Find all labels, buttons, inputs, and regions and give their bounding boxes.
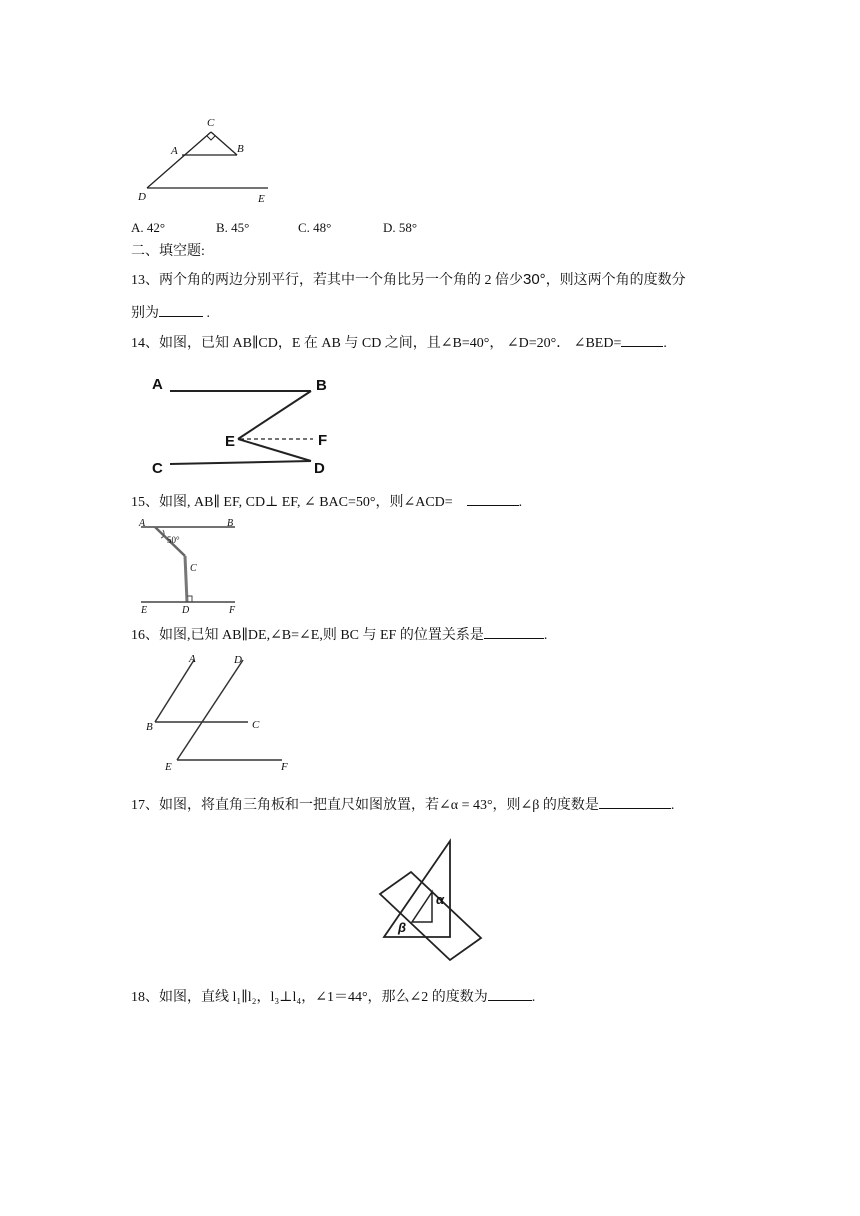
q15-label-c: C	[190, 563, 197, 574]
q16-label-e: E	[165, 761, 172, 773]
q15-label-a: A	[139, 518, 146, 529]
q12-option-c: C. 48°	[298, 220, 332, 235]
q16-end: .	[543, 628, 548, 643]
q17-text-line	[131, 794, 674, 816]
q15-label-f: F	[229, 605, 236, 614]
q15-end: .	[518, 495, 523, 510]
q16-label-a: A	[189, 653, 196, 665]
q13-text-end: ，则这两个角的度数分	[545, 273, 686, 288]
section-title: 二、填空题:	[131, 244, 205, 259]
q14-text: 14、如图，已知 AB∥CD，E 在 AB 与 CD 之间，且∠B=40°， ∠D=20°． ∠BED=	[131, 336, 622, 351]
q16-answer-blank[interactable]	[484, 624, 544, 639]
q12-option-d: D. 58°	[383, 220, 418, 235]
q13-line1	[131, 270, 686, 291]
q16-text-line	[131, 624, 547, 646]
q12-label-c: C	[207, 117, 215, 129]
q16-label-b: B	[146, 721, 153, 733]
q15-angle-label: 50°	[167, 535, 180, 545]
q15-label-d: D	[182, 605, 190, 614]
q12-label-d: D	[138, 191, 146, 203]
q12-label-e: E	[258, 193, 265, 205]
q12-option-a: A. 42°	[131, 220, 166, 235]
q15-label-e: E	[141, 605, 148, 614]
q15-label-b: B	[227, 518, 234, 529]
q12-label-b: B	[237, 143, 244, 155]
q18-end: .	[531, 990, 536, 1005]
q13-answer-blank[interactable]	[159, 302, 203, 317]
q13-line2	[131, 302, 210, 324]
q14-answer-blank[interactable]	[621, 332, 663, 347]
q14-label-b: B	[316, 377, 327, 394]
q15-text: 15、如图, AB∥ EF, CD⊥ EF, ∠ BAC=50°，则∠ACD=	[131, 495, 453, 510]
q12-option-b: B. 45°	[216, 220, 250, 235]
q15-figure	[135, 516, 245, 614]
q12-figure	[135, 112, 275, 208]
q17-text: 17、如图，将直角三角板和一把直尺如图放置，若∠α = 43°，则∠β 的度数是	[131, 798, 599, 813]
q16-figure	[140, 650, 300, 775]
q13-line2-end: .	[203, 306, 210, 321]
q17-figure	[372, 832, 492, 972]
q12-label-a: A	[171, 145, 178, 157]
q13-line2-text: 别为	[131, 306, 159, 321]
q14-label-e: E	[225, 433, 236, 450]
q14-label-a: A	[152, 376, 163, 393]
q14-text-line	[131, 332, 667, 354]
q15-answer-blank[interactable]	[467, 491, 519, 506]
q14-figure	[148, 370, 348, 480]
q16-label-f: F	[281, 761, 288, 773]
q14-label-c: C	[152, 460, 163, 477]
q13-text: 13、两个角的两边分别平行，若其中一个角比另一个角的 2 倍少	[131, 273, 523, 288]
q17-alpha-label: α	[436, 892, 445, 907]
q17-beta-label: β	[398, 920, 407, 935]
q14-label-f: F	[318, 432, 328, 449]
q18-text-line	[131, 986, 535, 1008]
q16-label-c: C	[252, 719, 260, 731]
q14-end: .	[663, 336, 667, 351]
q13-angle: 30°	[523, 271, 546, 288]
q18-answer-blank[interactable]	[488, 986, 532, 1001]
q18-text: 18、如图，直线 l₁∥l₂，l₃⊥l₄，∠1＝44°，那么∠2 的度数为	[131, 990, 488, 1005]
q16-label-d: D	[234, 654, 242, 666]
q16-text: 16、如图,已知 AB∥DE,∠B=∠E,则 BC 与 EF 的位置关系是	[131, 628, 484, 643]
q17-answer-blank[interactable]	[599, 794, 671, 809]
q14-label-d: D	[314, 460, 325, 477]
q17-end: .	[670, 798, 675, 813]
q15-text-line	[131, 491, 522, 513]
